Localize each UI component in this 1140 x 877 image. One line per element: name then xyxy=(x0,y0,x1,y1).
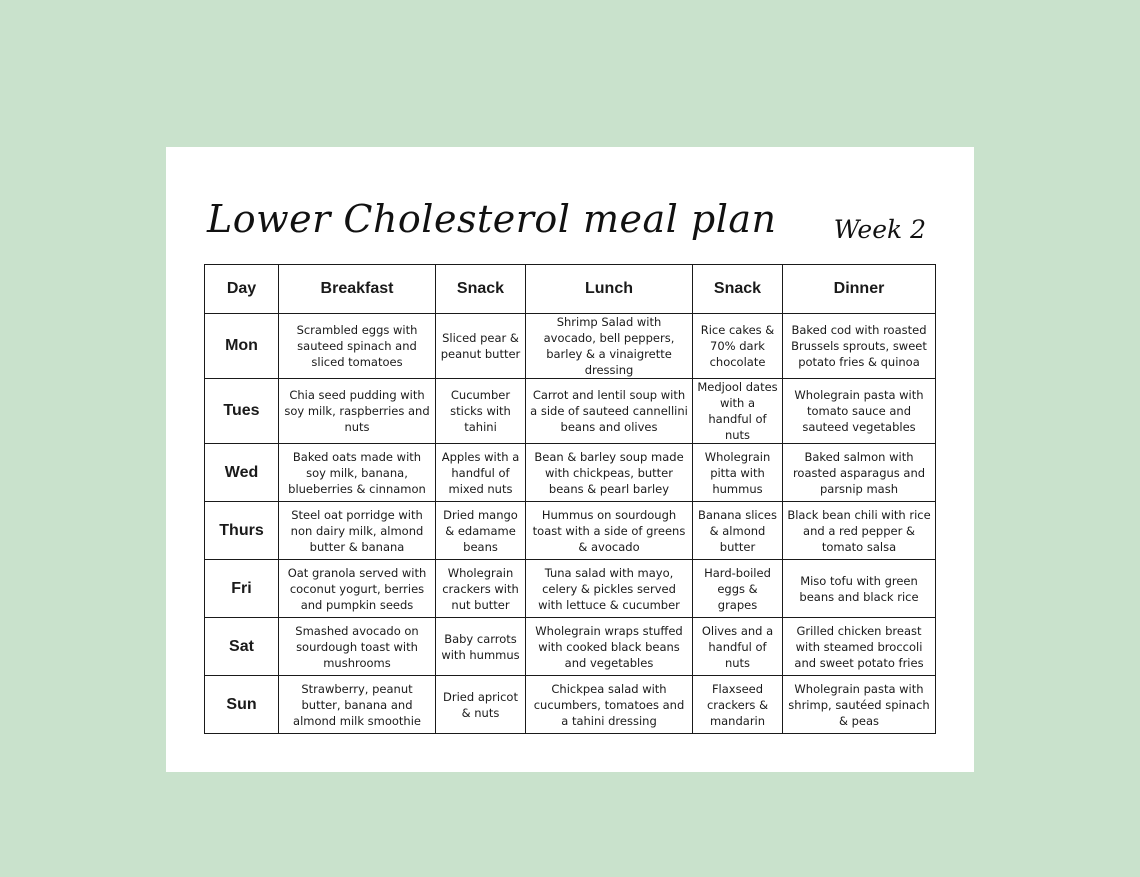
table-header-row xyxy=(205,265,936,314)
table-row xyxy=(205,379,936,444)
page-title: Lower Cholesterol meal plan xyxy=(207,197,777,241)
table-row xyxy=(205,676,936,734)
dinner-cell: Baked cod with roasted Brussels sprouts, sweet potato fries & quinoa xyxy=(783,314,936,379)
snack-cell: Medjool dates with a handful of nuts xyxy=(693,379,783,444)
meal-plan-table xyxy=(204,264,936,734)
day-cell: Wed xyxy=(205,444,279,502)
snack-cell: Hard-boiled eggs & grapes xyxy=(693,560,783,618)
day-cell: Sun xyxy=(205,676,279,734)
table-row xyxy=(205,560,936,618)
column-header-lunch: Lunch xyxy=(526,265,693,314)
dinner-cell: Grilled chicken breast with steamed broccoli and sweet potato fries xyxy=(783,618,936,676)
snack-cell: Baby carrots with hummus xyxy=(436,618,526,676)
lunch-cell: Chickpea salad with cucumbers, tomatoes and a tahini dressing xyxy=(526,676,693,734)
breakfast-cell: Smashed avocado on sourdough toast with mushrooms xyxy=(279,618,436,676)
day-cell: Fri xyxy=(205,560,279,618)
column-header-dinner: Dinner xyxy=(783,265,936,314)
snack-cell: Banana slices & almond butter xyxy=(693,502,783,560)
table-row xyxy=(205,502,936,560)
table-row xyxy=(205,444,936,502)
snack-cell: Olives and a handful of nuts xyxy=(693,618,783,676)
lunch-cell: Carrot and lentil soup with a side of sauteed cannellini beans and olives xyxy=(526,379,693,444)
snack-cell: Cucumber sticks with tahini xyxy=(436,379,526,444)
snack-cell: Dried apricot & nuts xyxy=(436,676,526,734)
column-header-snack-2: Snack xyxy=(693,265,783,314)
dinner-cell: Black bean chili with rice and a red pepper & tomato salsa xyxy=(783,502,936,560)
breakfast-cell: Steel oat porridge with non dairy milk, almond butter & banana xyxy=(279,502,436,560)
column-header-breakfast: Breakfast xyxy=(279,265,436,314)
day-cell: Tues xyxy=(205,379,279,444)
snack-cell: Rice cakes & 70% dark chocolate xyxy=(693,314,783,379)
breakfast-cell: Baked oats made with soy milk, banana, blueberries & cinnamon xyxy=(279,444,436,502)
week-label: Week 2 xyxy=(833,215,926,244)
dinner-cell: Wholegrain pasta with shrimp, sautéed spinach & peas xyxy=(783,676,936,734)
breakfast-cell: Strawberry, peanut butter, banana and almond milk smoothie xyxy=(279,676,436,734)
snack-cell: Flaxseed crackers & mandarin xyxy=(693,676,783,734)
breakfast-cell: Oat granola served with coconut yogurt, berries and pumpkin seeds xyxy=(279,560,436,618)
dinner-cell: Baked salmon with roasted asparagus and parsnip mash xyxy=(783,444,936,502)
lunch-cell: Tuna salad with mayo, celery & pickles served with lettuce & cucumber xyxy=(526,560,693,618)
snack-cell: Sliced pear & peanut butter xyxy=(436,314,526,379)
day-cell: Sat xyxy=(205,618,279,676)
column-header-day: Day xyxy=(205,265,279,314)
snack-cell: Wholegrain pitta with hummus xyxy=(693,444,783,502)
dinner-cell: Miso tofu with green beans and black rice xyxy=(783,560,936,618)
lunch-cell: Bean & barley soup made with chickpeas, butter beans & pearl barley xyxy=(526,444,693,502)
day-cell: Thurs xyxy=(205,502,279,560)
table-row xyxy=(205,314,936,379)
lunch-cell: Hummus on sourdough toast with a side of greens & avocado xyxy=(526,502,693,560)
meal-plan-card xyxy=(166,147,974,772)
column-header-snack: Snack xyxy=(436,265,526,314)
lunch-cell: Wholegrain wraps stuffed with cooked black beans and vegetables xyxy=(526,618,693,676)
breakfast-cell: Chia seed pudding with soy milk, raspberries and nuts xyxy=(279,379,436,444)
snack-cell: Wholegrain crackers with nut butter xyxy=(436,560,526,618)
breakfast-cell: Scrambled eggs with sauteed spinach and sliced tomatoes xyxy=(279,314,436,379)
dinner-cell: Wholegrain pasta with tomato sauce and sauteed vegetables xyxy=(783,379,936,444)
table-row xyxy=(205,618,936,676)
lunch-cell: Shrimp Salad with avocado, bell peppers, barley & a vinaigrette dressing xyxy=(526,314,693,379)
day-cell: Mon xyxy=(205,314,279,379)
snack-cell: Dried mango & edamame beans xyxy=(436,502,526,560)
snack-cell: Apples with a handful of mixed nuts xyxy=(436,444,526,502)
